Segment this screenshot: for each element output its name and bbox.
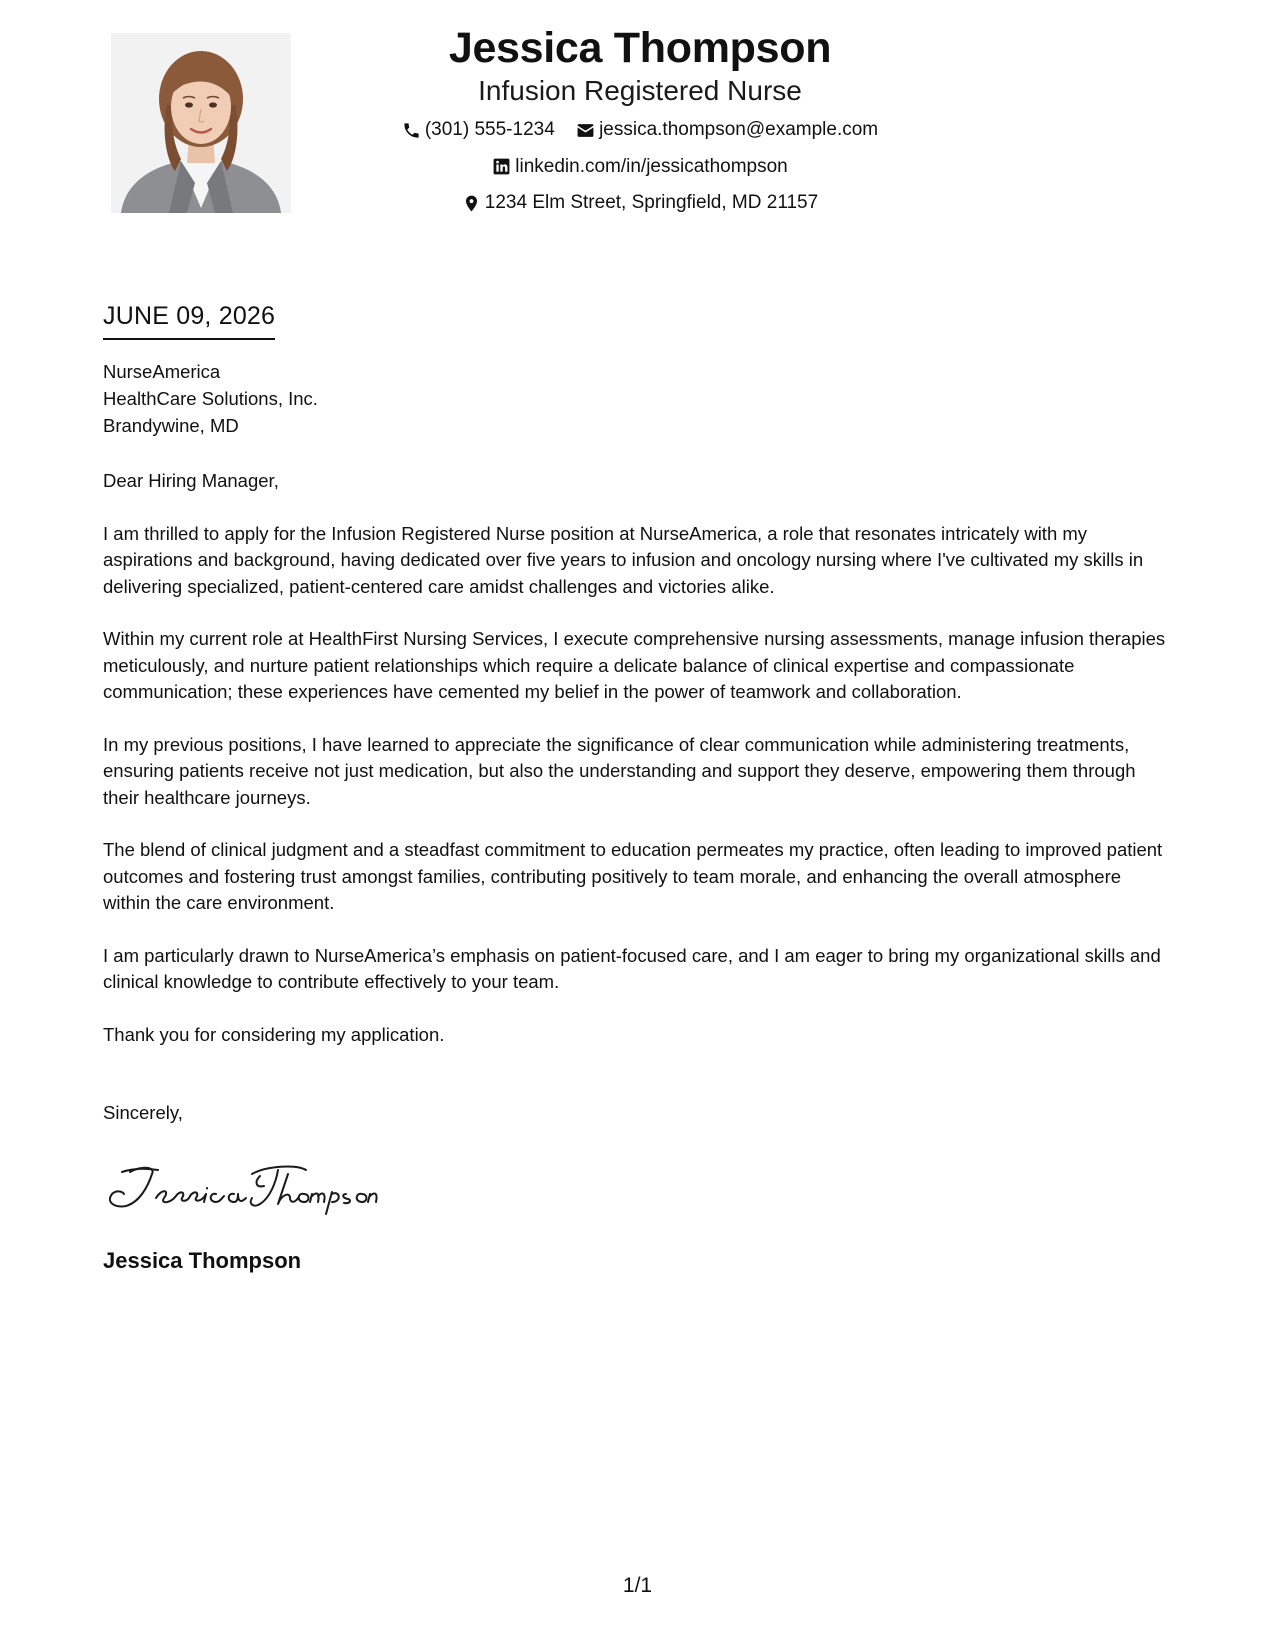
paragraph: I am particularly drawn to NurseAmerica’s emphasis on patient-focused care, and I am eager to bring my organizational skills and clinical knowledge to contribute effectively to your team. bbox=[103, 944, 1161, 992]
street-address: 1234 Elm Street, Springfield, MD 21157 bbox=[484, 192, 819, 213]
contact-line-3 bbox=[330, 187, 950, 224]
handwritten-signature bbox=[100, 1158, 380, 1218]
greeting: Dear Hiring Manager, bbox=[103, 470, 279, 491]
contact-address bbox=[462, 187, 818, 219]
recipient-line-1: NurseAmerica bbox=[103, 361, 221, 382]
recipient-address bbox=[103, 358, 318, 439]
contact-email[interactable] bbox=[576, 114, 878, 146]
profile-photo bbox=[111, 33, 291, 213]
date-block bbox=[103, 298, 275, 340]
contact-line-2 bbox=[330, 151, 950, 188]
paragraph: The blend of clinical judgment and a steadfast commitment to education permeates my practice, often leading to improved patient outcomes and fostering trust amongst families, contributing positively to team morale, and enhancing the overall atmosphere within the care environment. bbox=[103, 839, 1163, 913]
contact-linkedin[interactable] bbox=[492, 151, 787, 183]
phone-number: (301) 555-1234 bbox=[424, 119, 555, 140]
letter-date: JUNE 09, 2026 bbox=[103, 298, 275, 340]
paragraph: Thank you for considering my application. bbox=[103, 1023, 445, 1045]
letter-body bbox=[103, 468, 1173, 1074]
recipient-line-3: Brandywine, MD bbox=[103, 415, 239, 436]
header bbox=[330, 22, 950, 224]
page-number: 1/1 bbox=[622, 1574, 653, 1597]
contact-line-1 bbox=[330, 114, 950, 151]
paragraph: Within my current role at HealthFirst Nursing Services, I execute comprehensive nursing assessments, manage infusion therapies meticulously, and nurture patient relationships which require a delicate balance of clinical expertise and compassionate communication; these experiences have cemented my belief in the power of teamwork and collaboration. bbox=[103, 628, 1166, 702]
envelope-icon bbox=[576, 121, 595, 140]
phone-icon bbox=[402, 121, 421, 140]
closing: Sincerely, bbox=[103, 1102, 183, 1123]
recipient-line-2: HealthCare Solutions, Inc. bbox=[103, 388, 318, 409]
paragraph: I am thrilled to apply for the Infusion Registered Nurse position at NurseAmerica, a role that resonates intricately with my aspirations and background, having dedicated over five years to infusion and oncology nursing where I've cultivated my skills in delivering specialized, patient-centered care amidst challenges and victories alike. bbox=[103, 522, 1144, 597]
job-title: Infusion Registered Nurse bbox=[478, 75, 802, 106]
signed-name: Jessica Thompson bbox=[103, 1248, 302, 1273]
linkedin-icon bbox=[492, 157, 511, 176]
contact-phone[interactable] bbox=[402, 114, 555, 146]
applicant-name: Jessica Thompson bbox=[448, 24, 832, 72]
paragraph: In my previous positions, I have learned to appreciate the significance of clear communication while administering treatments, ensuring patients receive not just medication, but also the understanding and support they deserve, empowering them through their healthcare journeys. bbox=[103, 733, 1136, 808]
email-address: jessica.thompson@example.com bbox=[599, 119, 879, 140]
linkedin-url: linkedin.com/in/jessicathompson bbox=[515, 155, 788, 177]
map-pin-icon bbox=[462, 194, 481, 213]
